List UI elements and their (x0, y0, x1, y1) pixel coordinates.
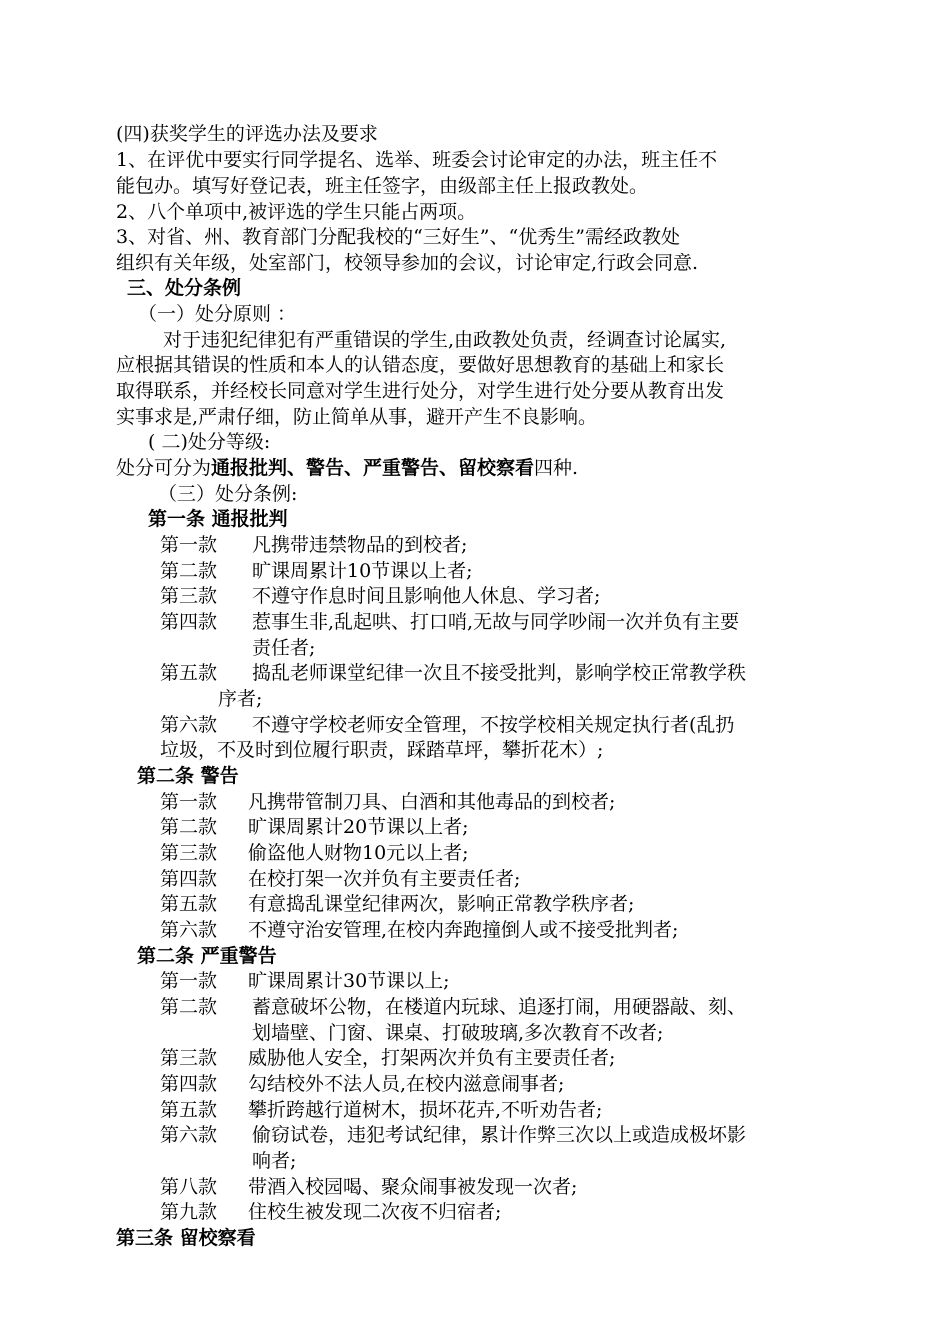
a1-c3-text: 不遵守作息时间且影响他人休息、学习者; (252, 585, 601, 607)
a2-c6-label: 第六款 (160, 919, 218, 941)
a2-c2-label: 第二款 (160, 816, 218, 838)
a2-c1-label: 第一款 (160, 791, 218, 813)
levels-suffix: 四种. (534, 457, 579, 479)
sec4-item2: 2、八个单项中,被评选的学生只能占两项。 (116, 201, 477, 223)
a2b-c4-label: 第四款 (160, 1073, 218, 1095)
a2-c3-text: 偷盗他人财物10元以上者; (248, 842, 469, 864)
rules-heading: （三）处分条例: (158, 483, 298, 505)
section-4-heading: (四)获奖学生的评选办法及要求 (116, 123, 378, 145)
a1-c5-cont: 序者; (218, 688, 263, 710)
article1-title: 第一条 通报批判 (148, 508, 288, 530)
principle-line1: 对于违犯纪律犯有严重错误的学生,由政教处负责，经调查讨论属实, (163, 329, 727, 351)
article2-title: 第二条 警告 (137, 765, 239, 787)
a1-c5-label: 第五款 (160, 662, 218, 684)
a2-c6-text: 不遵守治安管理,在校内奔跑撞倒人或不接受批判者; (248, 919, 679, 941)
principle-heading: （一）处分原则 ： (138, 303, 297, 325)
a1-c1-text: 凡携带违禁物品的到校者; (252, 534, 468, 556)
a2b-c2-text: 蓄意破坏公物，在楼道内玩球、追逐打闹，用硬器敲、刻、 (252, 996, 747, 1018)
a1-c4-text: 惹事生非,乱起哄、打口哨,无故与同学吵闹一次并负有主要 (252, 611, 740, 633)
a2-c3-label: 第三款 (160, 842, 218, 864)
levels-heading: ( 二)处分等级: (148, 431, 271, 453)
a1-c3-label: 第三款 (160, 585, 218, 607)
a1-c4-label: 第四款 (160, 611, 218, 633)
sec4-item3-line1: 3、对省、州、教育部门分配我校的“三好生”、“优秀生”需经政教处 (116, 226, 680, 248)
a1-c2-text: 旷课周累计10节课以上者; (252, 560, 473, 582)
sec4-item1-line2: 能包办。填写好登记表，班主任签字，由级部主任上报政教处。 (116, 175, 649, 197)
a2b-c6-cont: 响者; (252, 1150, 297, 1172)
article2b-title: 第二条 严重警告 (137, 945, 277, 967)
a1-c6-text: 不遵守学校老师安全管理，不按学校相关规定执行者(乱扔 (252, 714, 735, 736)
part3-title: 三、处分条例 (127, 277, 242, 299)
principle-line4: 实事求是,严肃仔细，防止简单从事，避开产生不良影响。 (116, 406, 598, 428)
a2b-c9-text: 住校生被发现二次夜不归宿者; (248, 1201, 502, 1223)
a1-c1-label: 第一款 (160, 534, 218, 556)
a2b-c8-text: 带酒入校园喝、聚众闹事被发现一次者; (248, 1176, 578, 1198)
a2-c1-text: 凡携带管制刀具、白酒和其他毒品的到校者; (248, 791, 616, 813)
a2b-c5-label: 第五款 (160, 1099, 218, 1121)
a2b-c1-label: 第一款 (160, 970, 218, 992)
sec4-item1-line1: 1、在评优中要实行同学提名、选举、班委会讨论审定的办法，班主任不 (116, 149, 718, 171)
a1-c6-cont: 垃圾，不及时到位履行职责，踩踏草坪，攀折花木）; (160, 739, 604, 761)
levels-prefix: 处分可分为 (116, 457, 212, 479)
a2-c4-text: 在校打架一次并负有主要责任者; (248, 868, 521, 890)
a1-c4-cont: 责任者; (252, 637, 316, 659)
a2b-c3-text: 威胁他人安全，打架两次并负有主要责任者; (248, 1047, 616, 1069)
sec4-item3-line2: 组织有关年级，处室部门，校领导参加的会议，讨论审定,行政会同意. (116, 252, 699, 274)
a2b-c6-label: 第六款 (160, 1124, 218, 1146)
a2b-c2-cont: 划墙壁、门窗、课桌、打破玻璃,多次教育不改者; (252, 1022, 664, 1044)
a2b-c8-label: 第八款 (160, 1176, 218, 1198)
a2b-c1-text: 旷课周累计30节课以上; (248, 970, 450, 992)
a2b-c3-label: 第三款 (160, 1047, 218, 1069)
a2b-c9-label: 第九款 (160, 1201, 218, 1223)
a2b-c4-text: 勾结校外不法人员,在校内滋意闹事者; (248, 1073, 565, 1095)
a2-c5-text: 有意捣乱课堂纪律两次，影响正常教学秩序者; (248, 893, 635, 915)
a2b-c2-label: 第二款 (160, 996, 218, 1018)
levels-line (116, 456, 578, 482)
levels-bold: 通报批判、警告、严重警告、留校察看 (211, 457, 535, 479)
article3-title: 第三条 留校察看 (116, 1227, 256, 1249)
a2b-c5-text: 攀折跨越行道树木，损坏花卉,不听劝告者; (248, 1099, 603, 1121)
principle-line2: 应根据其错误的性质和本人的认错态度，要做好思想教育的基础上和家长 (116, 354, 725, 376)
a1-c5-text: 捣乱老师课堂纪律一次且不接受批判，影响学校正常教学秩 (252, 662, 747, 684)
a1-c2-label: 第二款 (160, 560, 218, 582)
a2-c2-text: 旷课周累计20节课以上者; (248, 816, 469, 838)
a1-c6-label: 第六款 (160, 714, 218, 736)
a2b-c6-text: 偷窃试卷，违犯考试纪律，累计作弊三次以上或造成极坏影 (252, 1124, 747, 1146)
a2-c5-label: 第五款 (160, 893, 218, 915)
a2-c4-label: 第四款 (160, 868, 218, 890)
principle-line3: 取得联系，并经校长同意对学生进行处分，对学生进行处分要从教育出发 (116, 380, 725, 402)
